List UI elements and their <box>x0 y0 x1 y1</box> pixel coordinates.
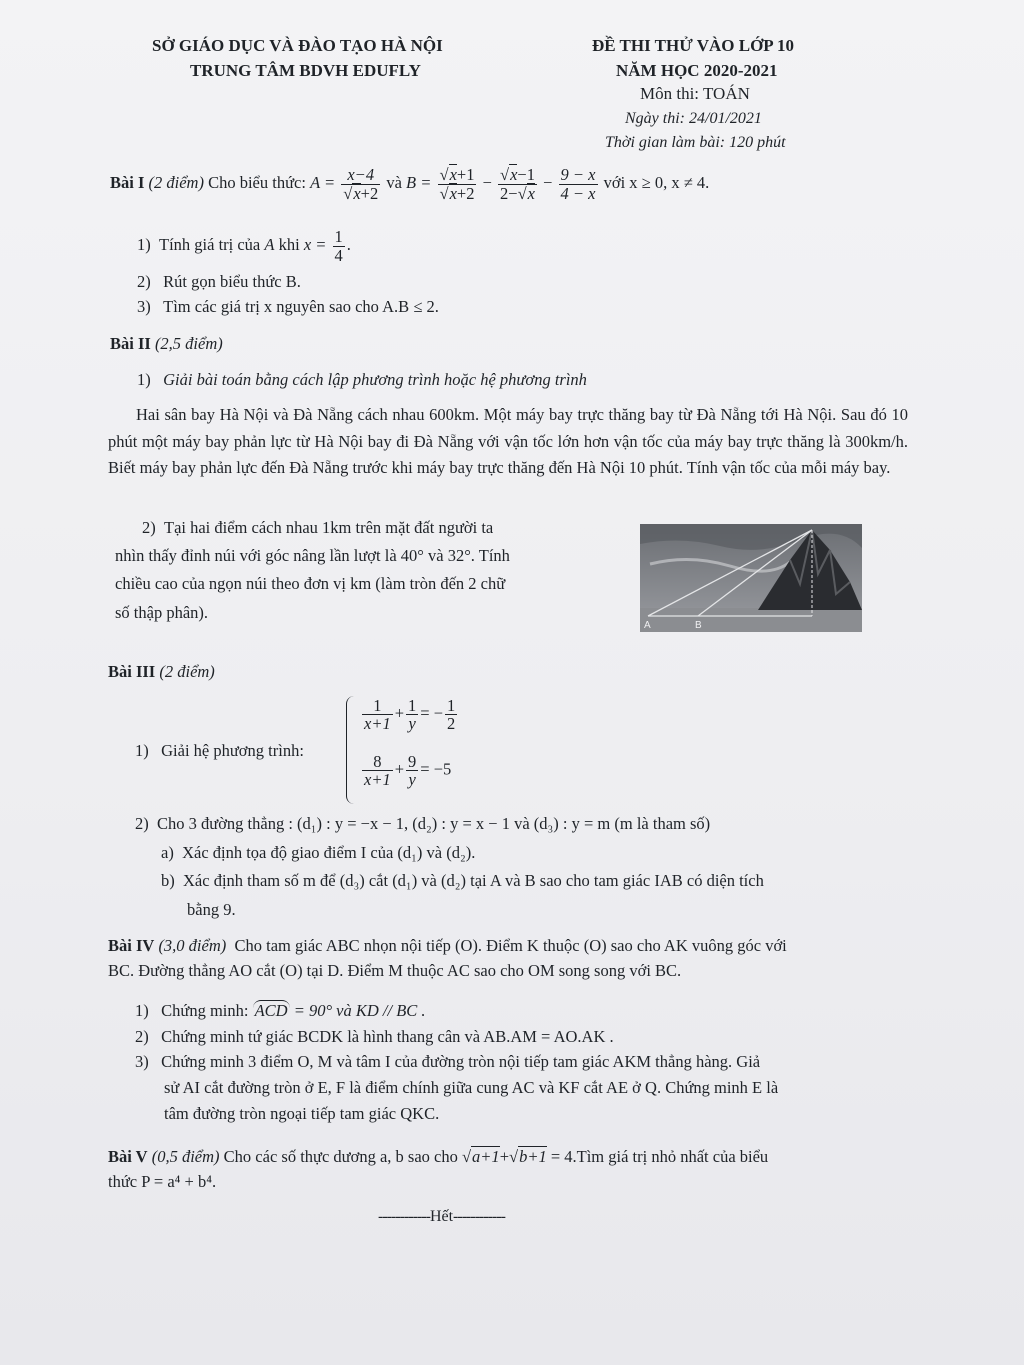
frac-numerator: 9 − x <box>560 165 596 185</box>
bai4-q3: 3) Chứng minh 3 điểm O, M và tâm I của đường tròn nội tiếp tam giác AKM thẳng hàng. Giả <box>135 1052 761 1071</box>
bai2-q2-line3: chiều cao của ngọn núi theo đơn vị km (làm tròn đến 2 chữ <box>115 574 506 593</box>
bai1-B-fraction-3 <box>559 166 598 202</box>
bai2-q2-line4: số thập phân). <box>115 603 209 622</box>
bai1-title: Bài I <box>110 173 145 192</box>
header-subject: Môn thi: TOÁN <box>640 84 750 103</box>
bai3-qb: b) Xác định tham số m để (d₃) cắt (d₁) và (d₂) tại A và B sao cho tam giác IAB có diện tích <box>161 871 764 890</box>
bai3-heading: Bài III (2 điểm) <box>108 662 215 681</box>
bai1-A-fraction <box>341 166 380 202</box>
header-school: SỞ GIÁO DỤC VÀ ĐÀO TẠO HÀ NỘI <box>152 36 443 55</box>
bai1-intro: Cho biểu thức: <box>208 173 306 192</box>
frac-denominator: 4 − x <box>560 183 596 203</box>
header-date: Ngày thi: 24/01/2021 <box>625 110 762 127</box>
bai2-q1: 1) Giải bài toán bằng cách lập phương trình hoặc hệ phương trình <box>137 370 587 389</box>
bai4-q1: 1) Chứng minh: ACD = 90° và KD // BC . <box>135 1001 426 1020</box>
bai2-problem: Hai sân bay Hà Nội và Đà Nẵng cách nhau 600km. Một máy bay trực thăng bay từ Đà Nẵng tới Hà Nội. Sau đó 10 phút một máy bay phản lực từ Hà Nội bay đi Đà Nẵng với vận tốc lớn hơn vận tốc của máy bay trực thăng là 300km/h. Biết máy bay phản lực đến Đà Nẵng trước khi máy bay trực thăng đến Hà Nội 10 phút. Tính vận tốc của mỗi máy bay. <box>108 405 908 477</box>
bai5-line2: thức P = a⁴ + b⁴. <box>108 1172 217 1191</box>
bai3-qa: a) Xác định tọa độ giao điểm I của (d₁) và (d₂). <box>161 843 476 862</box>
bai4-intro: Bài IV (3,0 điểm) Cho tam giác ABC nhọn nội tiếp (O). Điểm K thuộc (O) sao cho AK vuông góc với <box>108 936 787 955</box>
bai5-intro: Bài V (0,5 điểm) Cho các số thực dương a, b sao cho √a+1+√b+1 = 4.Tìm giá trị nhỏ nhất của biểu <box>108 1147 769 1166</box>
frac-numerator: √x−1 <box>500 165 535 185</box>
bai3-q1: 1) Giải hệ phương trình: <box>135 741 304 760</box>
bai1-B-fraction-1 <box>438 166 477 202</box>
bai3-equation-2: $\frac{8}{x+1}$ + $\frac{9}{y}$ = −5 <box>364 752 452 790</box>
bai4-q3-line3: tâm đường tròn ngoại tiếp tam giác QKC. <box>164 1104 440 1123</box>
minus-sign: − <box>482 173 492 192</box>
bai1-q1: 1) Tính giá trị của A khi x = $\frac{1}{4}$ . <box>137 227 351 265</box>
bai1-statement <box>110 163 709 203</box>
bai1-B-fraction-2 <box>498 166 537 202</box>
header-exam-title: ĐỀ THI THỬ VÀO LỚP 10 <box>592 36 794 55</box>
bai3-qb-line2: bằng 9. <box>187 900 236 919</box>
frac-denominator: √x+2 <box>439 183 475 203</box>
root-b-plus-1: b+1 <box>519 1147 547 1166</box>
bai2-heading: Bài II (2,5 điểm) <box>110 334 223 353</box>
system-brace <box>346 696 357 804</box>
bai1-and: và <box>386 173 402 192</box>
header-school-year: NĂM HỌC 2020-2021 <box>616 61 778 80</box>
frac-numerator: √x+1 <box>439 165 475 185</box>
frac-denominator: √x+2 <box>343 183 379 203</box>
bai1-condition: với x ≥ 0, x ≠ 4. <box>603 173 710 192</box>
bai1-B-lhs: B = <box>406 173 432 192</box>
mountain-figure <box>640 524 862 632</box>
header-center: TRUNG TÂM BDVH EDUFLY <box>190 61 421 80</box>
figure-label-b: B <box>695 620 702 631</box>
bai2-q2-line2: nhìn thấy đỉnh núi với góc nâng lần lượt là 40° và 32°. Tính <box>115 546 510 565</box>
bai1-q3: 3) Tìm các giá trị x nguyên sao cho A.B ≤ 2. <box>137 297 439 316</box>
figure-label-a: A <box>644 620 651 631</box>
bai1-points: (2 điểm) <box>148 173 204 192</box>
bai3-q2: 2) Cho 3 đường thẳng : (d₁) : y = −x − 1, (d₂) : y = x − 1 và (d₃) : y = m (m là tham số) <box>135 814 711 833</box>
bai4-intro-line2: BC. Đường thẳng AO cắt (O) tại D. Điểm M thuộc AC sao cho OM song song với BC. <box>108 961 682 980</box>
bai4-q2: 2) Chứng minh tứ giác BCDK là hình thang cân và AB.AM = AO.AK . <box>135 1027 614 1046</box>
bai1-A-lhs: A = <box>310 173 336 192</box>
bai4-q3-line2: sử AI cắt đường tròn ở E, F là điểm chính giữa cung AC và KF cắt AE ở Q. Chứng minh E là <box>164 1078 779 1097</box>
minus-sign: − <box>543 173 553 192</box>
header-duration: Thời gian làm bài: 120 phút <box>605 134 786 151</box>
bai1-q1-fraction: $\frac{1}{4}$ <box>334 227 343 265</box>
angle-acd: ACD <box>254 1001 288 1020</box>
bai3-equation-1: $\frac{1}{x+1}$ + $\frac{1}{y}$ = − $\frac{1}{2}$ <box>364 696 456 734</box>
frac-denominator: 2−√x <box>500 183 535 203</box>
frac-numerator: x−4 <box>341 166 380 184</box>
root-a-plus-1: a+1 <box>472 1147 500 1166</box>
bai1-q2: 2) Rút gọn biểu thức B. <box>137 272 301 291</box>
bai2-q2-line1: 2) Tại hai điểm cách nhau 1km trên mặt đất người ta <box>142 518 494 537</box>
end-marker: ------------Hết------------ <box>378 1208 505 1225</box>
